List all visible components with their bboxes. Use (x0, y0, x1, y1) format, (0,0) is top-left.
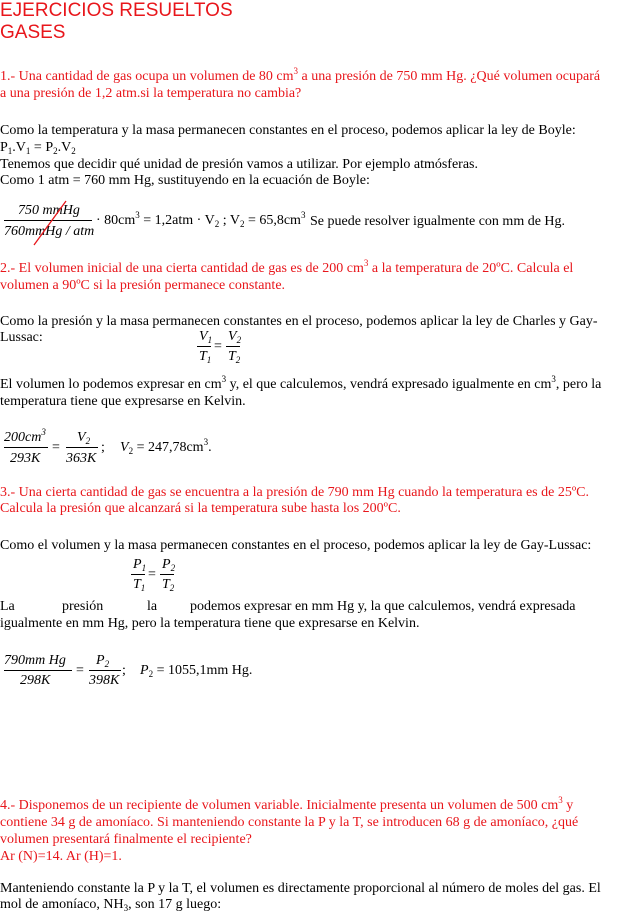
problem-3-question-line-2: Calcula la presión que alcanzará si la temperatura sube hasta los 200ºC. (0, 501, 401, 516)
eq2-bar-2 (66, 447, 98, 448)
page-title: EJERCICIOS RESUELTOS (0, 0, 233, 21)
problem-3-solution-line-2b: presión (62, 599, 104, 614)
eq2-bar-1 (4, 447, 48, 448)
law3-bar-1 (131, 574, 145, 575)
problem-2-solution-line-1: Como la presión y la masa permanecen constantes en el proceso, podemos aplicar la ley de Charles y Gay- (0, 314, 598, 329)
problem-3-solution-line-1: Como el volumen y la masa permanecen constantes en el proceso, podemos aplicar la ley de Gay-Lussac: (0, 538, 592, 553)
law3-p2: $P_2$ (162, 557, 176, 573)
problem-2-solution-line-4: temperatura tiene que expresarse en Kelvin. (0, 394, 246, 409)
eq3-numerator-1: 790mm Hg (4, 653, 66, 668)
problem-4-question-line-2: contiene 34 g de amoníaco. Si manteniendo constante la P y la T, se introducen 68 g de amoníaco, ¿qué (0, 815, 579, 830)
problem-1-question-line-2: a una presión de 1,2 atm.si la temperatura no cambia? (0, 86, 302, 101)
problem-2-question-line-1: 2.- El volumen inicial de una cierta cantidad de gas es de 200 $cm^3$ a la temperatura de 20ºC. Calcula el (0, 258, 574, 276)
law3-p1: $P_1$ (133, 557, 147, 573)
eq3-bar-2 (89, 670, 121, 671)
eq3-denominator-1: 298K (20, 673, 51, 688)
problem-3-solution-line-2a: La (0, 599, 15, 614)
eq3-separator: ; (122, 663, 126, 678)
eq2-numerator-1: $200cm^3$ (4, 427, 46, 445)
eq2-denominator-2: 363K (66, 451, 97, 466)
cancel-strike-icon (30, 199, 70, 247)
eq2-numerator-2: $V_2$ (77, 430, 91, 446)
problem-2-solution-line-2: Lussac: (0, 330, 43, 345)
law3-t1: $T_1$ (133, 577, 146, 593)
law2-v2: $V_2$ (228, 329, 242, 345)
eq3-result: $P_2 = 1055,1mm$ Hg. (140, 663, 253, 679)
eq1-rest: · $80cm^3 = 1,2atm \cdot V_2$ ; $V_2 = 65,8cm^3$ (96, 210, 306, 229)
problem-3-solution-line-2d: podemos expresar en mm Hg y, la que calculemos, vendrá expresada (190, 599, 576, 614)
law3-bar-2 (160, 574, 174, 575)
problem-2-solution-line-3: El volumen lo podemos expresar en $cm^3$ y, el que calculemos, vendrá expresado igualmente en $cm^3$, pero la (0, 374, 602, 392)
problem-4-question-line-3: volumen presentará finalmente el recipiente? (0, 832, 252, 847)
law2-equals: = (214, 339, 222, 354)
problem-1-solution-line-3: Tenemos que decidir qué unidad de presión vamos a utilizar. Por ejemplo atmósferas. (0, 157, 478, 172)
law2-t1: $T_1$ (199, 349, 212, 365)
problem-3-question-line-1: 3.- Una cierta cantidad de gas se encuentra a la presión de 790 mm Hg cuando la temperatura es de 25ºC. (0, 485, 590, 500)
page-subtitle: GASES (0, 22, 66, 43)
eq2-equals: = (52, 440, 60, 455)
law3-equals: = (148, 567, 156, 582)
problem-3-solution-line-3: igualmente en mm Hg, pero la temperatura tiene que expresarse en Kelvin. (0, 616, 420, 631)
law2-bar-2 (226, 346, 240, 347)
eq2-separator: ; (101, 440, 105, 455)
eq2-result: $V_2 = 247,78cm^3$. (120, 437, 212, 456)
eq1-note: Se puede resolver igualmente con mm de Hg. (310, 214, 566, 229)
eq1-denominator: 760mmHg / atm (4, 224, 95, 239)
law3-t2: $T_2$ (162, 577, 175, 593)
problem-3-solution-line-2c: la (147, 599, 158, 614)
law2-v1: $V_1$ (199, 329, 213, 345)
problem-4-solution-line-1: Manteniendo constante la P y la T, el volumen es directamente proporcional al número de moles del gas. El (0, 881, 601, 896)
eq3-equals: = (76, 663, 84, 678)
eq1-numerator: 750 mmHg (18, 203, 80, 218)
problem-4-solution-line-2: mol de amoníaco, $NH_3$, son 17 g luego: (0, 897, 222, 913)
law2-t2: $T_2$ (228, 349, 241, 365)
eq3-bar-1 (4, 670, 72, 671)
problem-4-question-line-1: 4.- Disponemos de un recipiente de volumen variable. Inicialmente presenta un volumen de 500 $cm^3$ y (0, 795, 574, 813)
problem-2-question-line-2: volumen a 90ºC si la presión permanece constante. (0, 278, 286, 293)
eq3-denominator-2: 398K (89, 673, 120, 688)
law2-bar-1 (197, 346, 211, 347)
problem-1-solution-line-4: Como 1 atm = 760 mm Hg, sustituyendo en la ecuación de Boyle: (0, 173, 370, 188)
eq2-denominator-1: 293K (10, 451, 41, 466)
problem-1-solution-line-1: Como la temperatura y la masa permanecen constantes en el proceso, podemos aplicar la ley de Boyle: (0, 123, 576, 138)
problem-4-question-line-4: Ar (N)=14. Ar (H)=1. (0, 849, 122, 864)
boyle-law-formula: $P_1.V_1 = P_2.V_2$ (0, 140, 76, 156)
problem-1-question-line-1: 1.- Una cantidad de gas ocupa un volumen de 80 $cm^3$ a una presión de 750 mm Hg. ¿Qué volumen ocupará (0, 66, 601, 84)
eq3-numerator-2: $P_2$ (96, 653, 110, 669)
